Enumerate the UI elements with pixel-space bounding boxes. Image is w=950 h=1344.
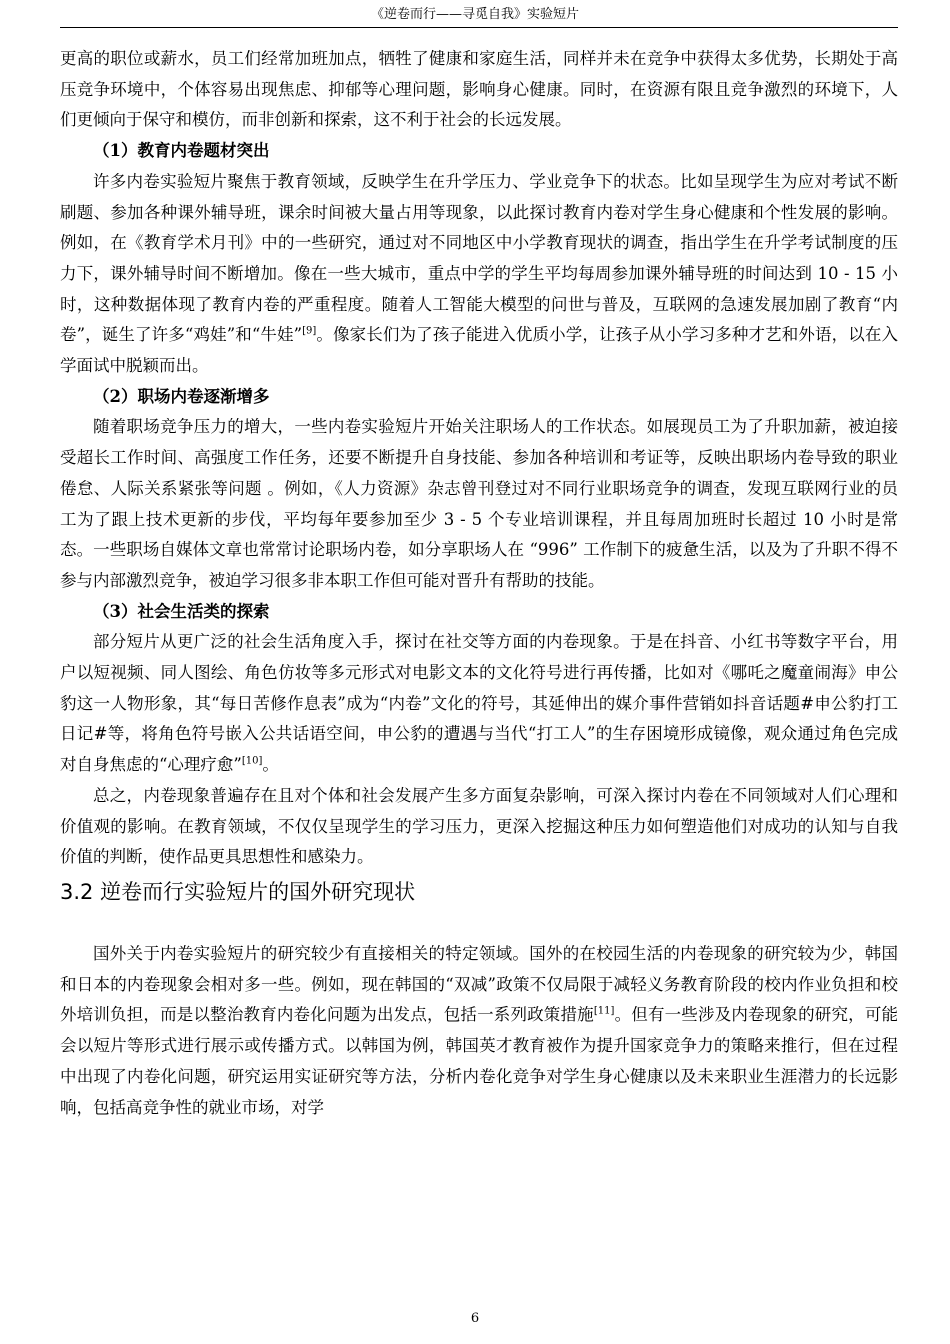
paragraph-foreign-research-text: 国外关于内卷实验短片的研究较少有直接相关的特定领域。国外的在校园生活的内卷现象的研究较为少，韩国和日本的内卷现象会相对多一些。例如，现在韩国的“双减”政策不仅局限于减轻义务教育阶段的校内作业负担和校外培训负担，而是以整治教育内卷化问题为出发点，包括一系列政策措施 <box>60 943 898 1025</box>
section-heading-3-2: 3.2 逆卷而行实验短片的国外研究现状 <box>60 879 416 904</box>
citation-9[interactable]: [9] <box>302 325 317 337</box>
paragraph-education-tail: 。像家长们为了孩子能进入优质小学，让孩子从小学习多种才艺和外语，以在入学面试中脱颖而出。 <box>60 325 898 376</box>
paragraph-social-life-text: 部分短片从更广泛的社会生活角度入手，探讨在社交等方面的内卷现象。于是在抖音、小红书等数字平台，用户以短视频、同人图绘、角色仿妆等多元形式对电影文本的文化符号进行再传播，比如对《哪吒之魔童闹海》申公豹这一人物形象，其“每日苦修作息表”成为“内卷”文化的符号，其延伸出的媒介事件营销如抖音话题#申公豹打工日记#等，将角色符号嵌入公共话语空间，申公豹的遭遇与当代“打工人”的生存困境形成镜像，观众通过角色完成对自身焦虑的“心理疗愈” <box>60 632 898 775</box>
paragraph-summary: 总之，内卷现象普遍存在且对个体和社会发展产生多方面复杂影响，可深入探讨内卷在不同领域对人们心理和价值观的影响。在教育领域，不仅仅呈现学生的学习压力，更深入挖掘这种压力如何塑造他们对成功的认知与自我价值的判断，使作品更具思想性和感染力。 <box>60 785 898 867</box>
citation-11[interactable]: [11] <box>593 1005 615 1017</box>
subheading-social-life: （3）社会生活类的探索 <box>93 601 270 621</box>
paragraph-education-text: 许多内卷实验短片聚焦于教育领域，反映学生在升学压力、学业竞争下的状态。比如呈现学生为应对考试不断刷题、参加各种课外辅导班，课余时间被大量占用等现象，以此探讨教育内卷对学生身心健康和个性发展的影响。例如，在《教育学术月刊》中的一些研究，通过对不同地区中小学教育现状的调查，指出学生在升学考试制度的压力下，课外辅导时间不断增加。像在一些大城市，重点中学的学生平均每周参加课外辅导班的时间达到 10 - 15 小时，这种数据体现了教育内卷的严重程度。随着人工智能大模型的问世与普及，互联网的急速发展加剧了教育“内卷”，诞生了许多“鸡娃”和“牛娃” <box>60 171 898 345</box>
header-rule <box>60 27 898 28</box>
paragraph-foreign-research-tail: 。但有一些涉及内卷现象的研究，可能会以短片等形式进行展示或传播方式。以韩国为例，韩国英才教育被作为提升国家竞争力的策略来推行，但在过程中出现了内卷化问题，研究运用实证研究等方法，分析内卷化竞争对学生身心健康以及未来职业生涯潜力的长远影响，包括高竞争性的就业市场，对学 <box>60 1005 899 1117</box>
page-content <box>60 44 898 1123</box>
paragraph-foreign-research <box>60 939 898 1123</box>
subheading-workplace: （2）职场内卷逐渐增多 <box>93 386 270 406</box>
running-header: 《逆卷而行——寻觅自我》实验短片 <box>370 7 579 22</box>
paragraph-social-life-tail: 。 <box>262 755 279 775</box>
paragraph-continuation: 更高的职位或薪水，员工们经常加班加点，牺牲了健康和家庭生活，同样并未在竞争中获得太多优势，长期处于高压竞争环境中，个体容易出现焦虑、抑郁等心理问题，影响身心健康。同时，在资源有限且竞争激烈的环境下，人们更倾向于保守和模仿，而非创新和探索，这不利于社会的长远发展。 <box>60 49 898 130</box>
paragraph-workplace: 随着职场竞争压力的增大，一些内卷实验短片开始关注职场人的工作状态。如展现员工为了升职加薪，被迫接受超长工作时间、高强度工作任务，还要不断提升自身技能、参加各种培训和考证等，反映出职场内卷导致的职业倦怠、人际关系紧张等问题 。例如，《人力资源》杂志曾刊登过对不同行业职场竞争的调查，发现互联网行业的员工为了跟上技术更新的步伐，平均每年要参加至少 3 - 5 个专业培训课程，并且每周加班时长超过 10 小时是常态。一些职场自媒体文章也常常讨论职场内卷，如分享职场人在 “996” 工作制下的疲惫生活，以及为了升职不得不参与内部激烈竞争，被迫学习很多非本职工作但可能对晋升有帮助的技能。 <box>60 417 898 590</box>
page-number: 6 <box>470 1311 480 1326</box>
paragraph-social-life <box>60 627 898 781</box>
paragraph-education <box>60 167 898 382</box>
subheading-education: （1）教育内卷题材突出 <box>93 141 270 161</box>
citation-10[interactable]: [10] <box>241 755 263 767</box>
